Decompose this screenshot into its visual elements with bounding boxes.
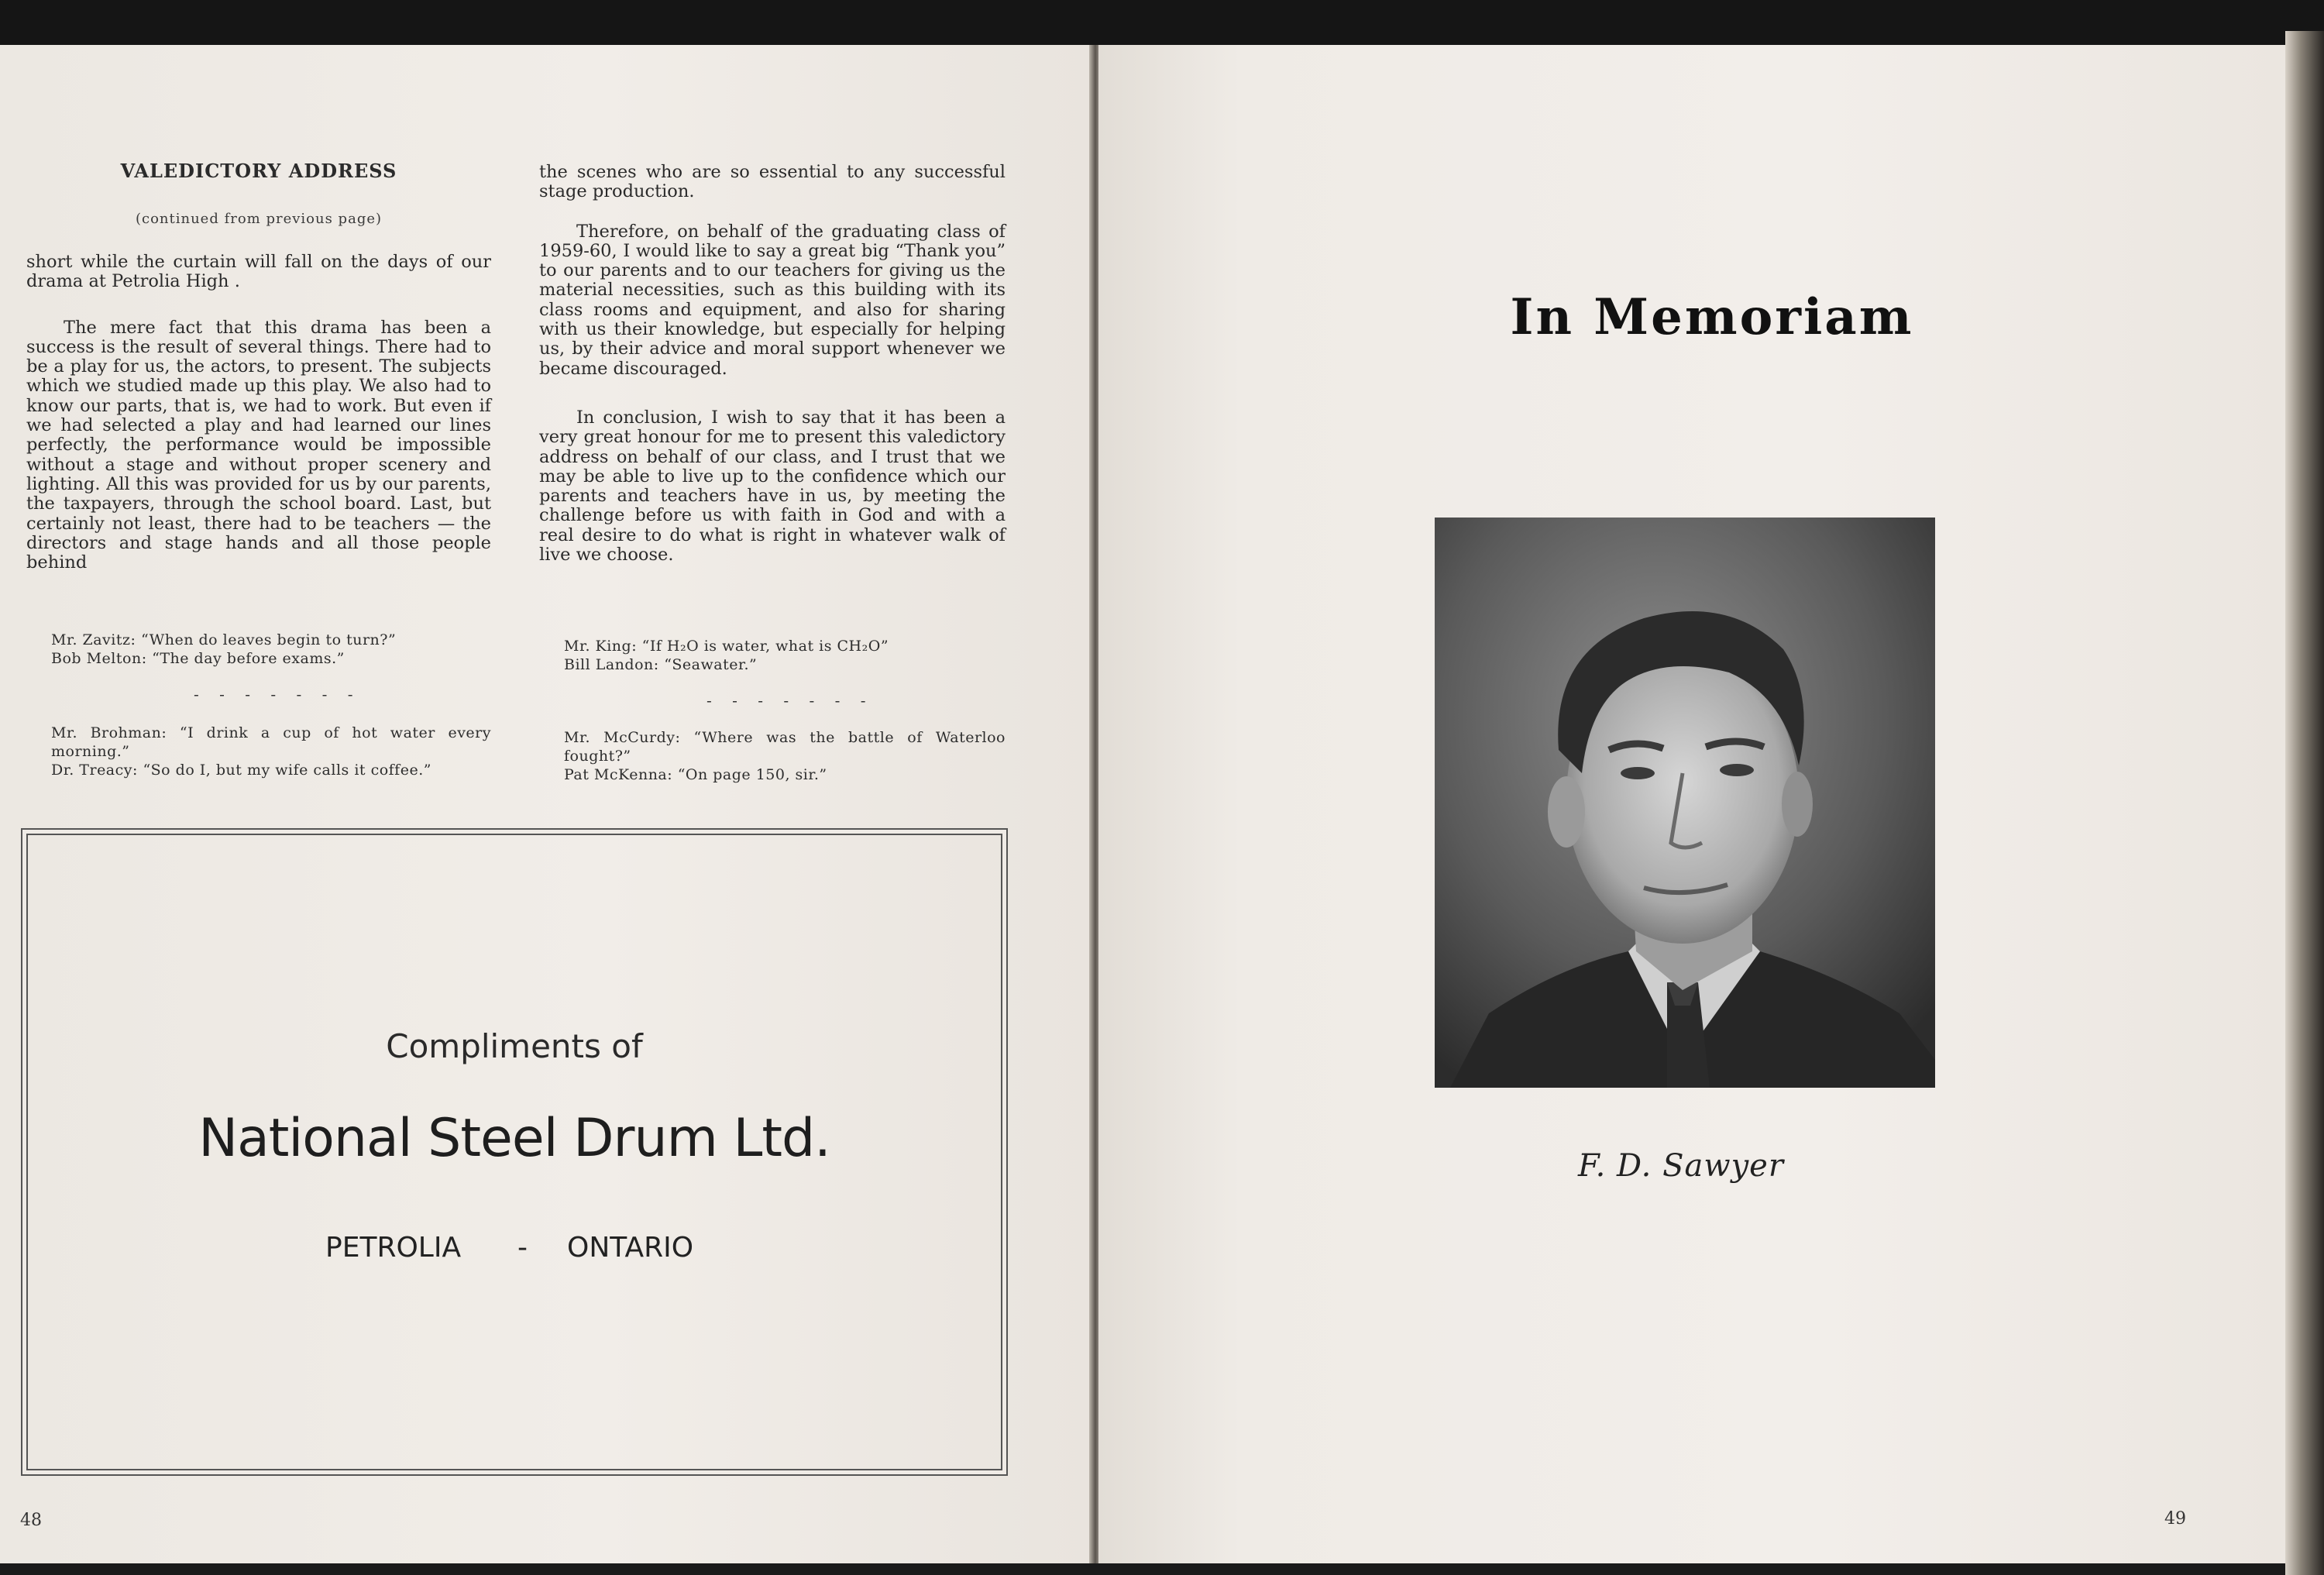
article-paragraph: the scenes who are so essential to any successful stage production. — [539, 162, 1006, 202]
ad-province: ONTARIO — [567, 1232, 694, 1264]
joke-line: Pat McKenna: “On page 150, sir.” — [564, 766, 827, 783]
page-number-right: 49 — [2164, 1509, 2186, 1529]
joke-line: Mr. McCurdy: “Where was the battle of Waterloo fought?” — [564, 729, 1006, 765]
article-subtitle: (continued from previous page) — [135, 211, 383, 227]
joke-block — [26, 631, 491, 668]
joke-line: Bill Landon: “Seawater.” — [564, 656, 758, 673]
ad-city: PETROLIA — [325, 1232, 462, 1264]
ad-compliments: Compliments of — [386, 1027, 643, 1065]
joke-line: Mr. Zavitz: “When do leaves begin to turn?” — [51, 631, 397, 648]
memoriam-heading: In Memoriam — [1510, 288, 1914, 346]
advertisement — [26, 834, 1002, 1470]
memorial-name: F. D. Sawyer — [1578, 1148, 1784, 1184]
article-column-1 — [26, 253, 491, 573]
book-edge — [2285, 31, 2324, 1575]
article-paragraph: Therefore, on behalf of the graduating class of 1959-60, I would like to say a great big “Thank you” to our parents and to our teachers for giving us the material necessities, such as this building with its class rooms and equipment, and also for sharing with us their knowledge, but especially for helping us, by their advice and moral support whenever we became discouraged. — [539, 221, 1006, 379]
joke-line: Mr. Brohman: “I drink a cup of hot water every morning.” — [51, 724, 491, 760]
article-paragraph: The mere fact that this drama has been a success is the result of several things. There had to be a play for us, the actors, to present. The subjects which we studied made up this play. We also had to know our parts, that is, we had to work. But even if we had selected a play and had learned our lines perfectly, the performance would be impossible without a stage and without proper scenery and lighting. All this was provided for us by our parents, the taxpayers, through the school board. Last, but certainly not least, there had to be teachers — the directors and stage hands and all those people behind — [26, 317, 491, 573]
portrait-photo — [1435, 518, 1935, 1088]
ad-company-name: National Steel Drum Ltd. — [198, 1108, 830, 1169]
joke-line: Bob Melton: “The day before exams.” — [51, 650, 345, 667]
joke-block — [26, 724, 491, 779]
separator: - - - - - - - — [706, 691, 874, 710]
separator: - - - - - - - — [194, 685, 361, 703]
scan-background — [0, 0, 2324, 48]
joke-line: Dr. Treacy: “So do I, but my wife calls it coffee.” — [51, 762, 431, 779]
ad-separator: - — [517, 1232, 528, 1264]
joke-line: Mr. King: “If H₂O is water, what is CH₂O” — [564, 638, 889, 655]
article-column-2 — [539, 163, 1006, 565]
page-number-left: 48 — [20, 1511, 42, 1530]
article-title: VALEDICTORY ADDRESS — [120, 160, 397, 182]
joke-block — [539, 637, 1006, 674]
article-paragraph: short while the curtain will fall on the days of our drama at Petrolia High . — [26, 252, 491, 292]
portrait-image — [1435, 518, 1935, 1088]
article-paragraph: In conclusion, I wish to say that it has been a very great honour for me to present this valedictory address on behalf of our class, and I trust that we may be able to live up to the confidence which our parents and teachers have in us, by meeting the challenge before us with faith in God and with a real desire to do what is right in whatever walk of live we choose. — [539, 407, 1006, 566]
joke-block — [539, 728, 1006, 784]
